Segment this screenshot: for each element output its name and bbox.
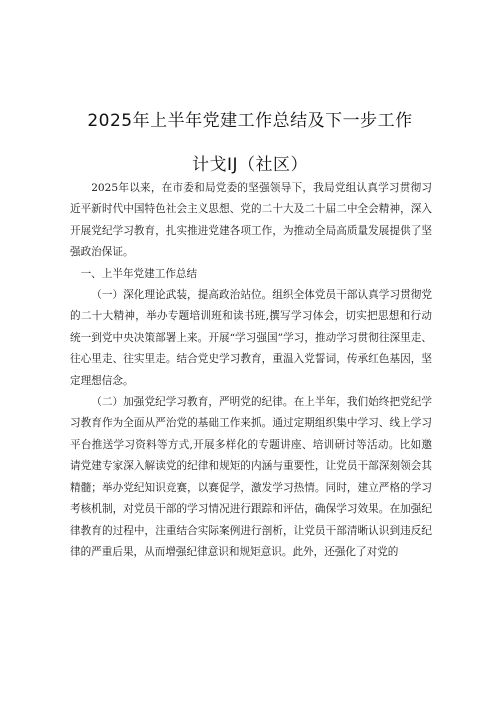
intro-paragraph: 2025年以来，在市委和局党委的坚强领导下，我局党组认真学习贯彻习近平新时代中国特色社会主义思想、党的二十大及二十届二中全会精神，深入开展党纪学习教育，扎实推进党建各项工作，为推动全局高质量发展提供了坚强政治保证。	[70, 182, 432, 259]
section-heading-1: 一、上半年党建工作总结	[80, 267, 198, 280]
document-title-line-2: 计戈IJ（社区）	[191, 155, 309, 175]
body-paragraph-1: （一）深化理论武装，提高政治站位。组织全体党员干部认真学习贯彻党的二十大精神，举办专题培训班和读书班,撰写学习体会，切实把思想和行动统一到党中央决策部署上来。开展“学习强国”学习，推动学习贯彻往深里走、往心里走、往实里走。结合党史学习教育，重温入党誓词，传承红色基因，坚定理想信念。	[70, 289, 432, 387]
document-body	[70, 178, 432, 563]
document-title-line-1: 2025年上半年党建工作总结及下一步工作	[87, 111, 413, 131]
body-paragraph-2: （二）加强党纪学习教育，严明党的纪律。在上半年，我们始终把党纪学习教育作为全面从严治党的基础工作来抓。通过定期组织集中学习、线上学习平台推送学习资料等方式,开展多样化的专题讲座、培训研讨等活动。比如邀请党建专家深入解读党的纪律和规矩的内涵与重要性，让党员干部深刻领会其精髓；举办党纪知识竞赛，以赛促学，激发学习热情。同时，建立严格的学习考核机制，对党员干部的学习情况进行跟踪和评估，确保学习效果。在加强纪律教育的过程中，注重结合实际案例进行剖析，让党员干部清晰认识到违反纪律的严重后果，从而增强纪律意识和规矩意识。此外，还强化了对党的	[70, 396, 432, 558]
